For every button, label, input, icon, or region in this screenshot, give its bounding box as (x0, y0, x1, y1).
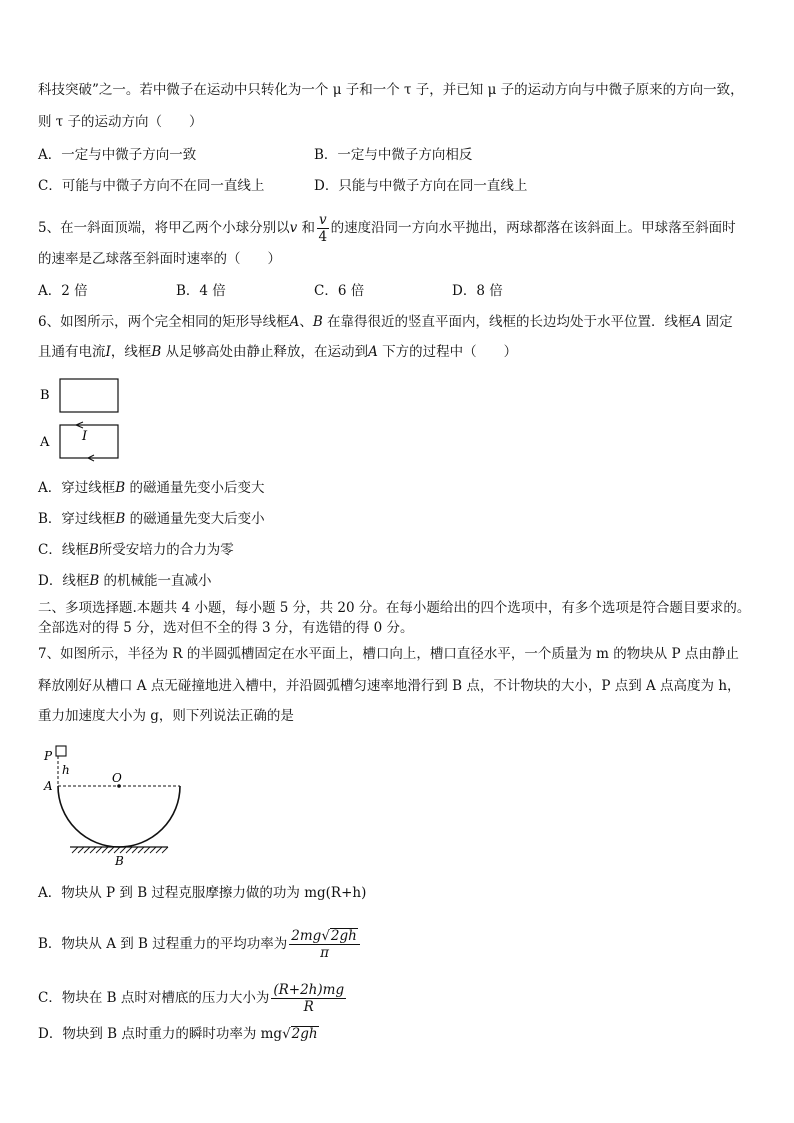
q7-label-o: O (112, 771, 122, 785)
q4-option-a: A．一定与中微子方向一致 (38, 147, 197, 163)
q7-option-c: C．物块在 B 点时对槽底的压力大小为 $\frac{(R+2h)mg}{R}$ (38, 982, 345, 1015)
section2-instructions-line2: 全部选对的得 5 分，选对但不全的得 3 分，有选错的得 0 分。 (38, 620, 414, 636)
q6-figure-label-a: A (40, 435, 50, 450)
q7-label-h: h (62, 763, 70, 777)
q5-fraction: $\frac{v}{4}$ (318, 212, 328, 245)
q5-option-a: A．2 倍 (38, 283, 88, 299)
q7-ground-hatch (72, 847, 168, 853)
q6-option-a: A．穿过线框B 的磁通量先变小后变大 (38, 480, 265, 496)
q6-figure (36, 372, 126, 466)
q7-option-b-fraction: $\frac{2mg√2gh}{\pi}$ (289, 928, 360, 961)
q7-option-d: D．物块到 B 点时重力的瞬时功率为 mg√2gh (38, 1026, 318, 1042)
q7-option-a: A．物块从 P 到 B 过程克服摩擦力做的功为 mg(R+h) (38, 885, 367, 901)
q7-label-p: P (44, 749, 53, 763)
q6-stem-line2: 且通有电流I，线框B 从足够高处由静止释放，在运动到A 下方的过程中（ ） (38, 344, 518, 360)
q7-figure (36, 740, 206, 868)
q4-stem-line2: 则 τ 子的运动方向（ ） (38, 114, 203, 130)
q7-stem-line2: 释放刚好从槽口 A 点无碰撞地进入槽中，并沿圆弧槽匀速率地滑行到 B 点，不计物块的大小，P 点到 A 点高度为 h， (38, 678, 741, 694)
q7-option-b: B．物块从 A 到 B 过程重力的平均功率为 $\frac{2mg√2gh}{\pi}$ (38, 928, 362, 961)
q6-frame-b (60, 379, 118, 412)
q6-frame-a (60, 425, 118, 458)
q7-label-a: A (44, 779, 53, 793)
q5-stem-line2: 的速率是乙球落至斜面时速率的（ ） (38, 251, 281, 267)
q7-option-c-fraction: $\frac{(R+2h)mg}{R}$ (273, 982, 345, 1015)
q7-stem-line3: 重力加速度大小为 g，则下列说法正确的是 (38, 708, 294, 724)
q6-figure-label-b: B (40, 388, 50, 403)
q5-option-c: C．6 倍 (314, 283, 365, 299)
q6-stem-line1: 6、如图所示，两个完全相同的矩形导线框A、B 在靠得很近的竖直平面内，线框的长边均处于水平位置．线框A 固定 (38, 314, 733, 330)
q7-semicircle-groove (58, 786, 180, 847)
q7-block-p (56, 746, 66, 756)
q4-option-c: C．可能与中微子方向不在同一直线上 (38, 178, 265, 194)
sqrt-icon: √ (282, 1026, 291, 1042)
q6-current-label: I (82, 429, 88, 444)
q4-stem-line1: 科技突破”之一。若中微子在运动中只转化为一个 μ 子和一个 τ 子，并已知 μ 子的运动方向与中微子原来的方向一致， (38, 82, 744, 98)
q7-label-b: B (115, 854, 124, 868)
q4-option-d: D．只能与中微子方向在同一直线上 (314, 178, 528, 194)
q6-option-c: C．线框B所受安培力的合力为零 (38, 542, 234, 558)
sqrt-icon: √ (321, 928, 330, 944)
q5-stem-line1: 5、在一斜面顶端，将甲乙两个小球分别以v 和 $\frac{v}{4}$ 的速度沿同一方向水平抛出，两球都落在该斜面上。甲球落至斜面时 (38, 212, 736, 245)
q6-option-d: D．线框B 的机械能一直减小 (38, 573, 212, 589)
q5-option-d: D．8 倍 (452, 283, 503, 299)
q6-option-b: B．穿过线框B 的磁通量先变大后变小 (38, 511, 265, 527)
section2-instructions-line1: 二、多项选择题.本题共 4 小题，每小题 5 分，共 20 分。在每小题给出的四个选项中，有多个选项是符合题目要求的。 (38, 600, 751, 616)
q7-stem-line1: 7、如图所示，半径为 R 的半圆弧槽固定在水平面上，槽口向上，槽口直径水平，一个质量为 m 的物块从 P 点由静止 (38, 646, 739, 662)
q5-option-b: B．4 倍 (176, 283, 226, 299)
q4-option-b: B．一定与中微子方向相反 (314, 147, 473, 163)
